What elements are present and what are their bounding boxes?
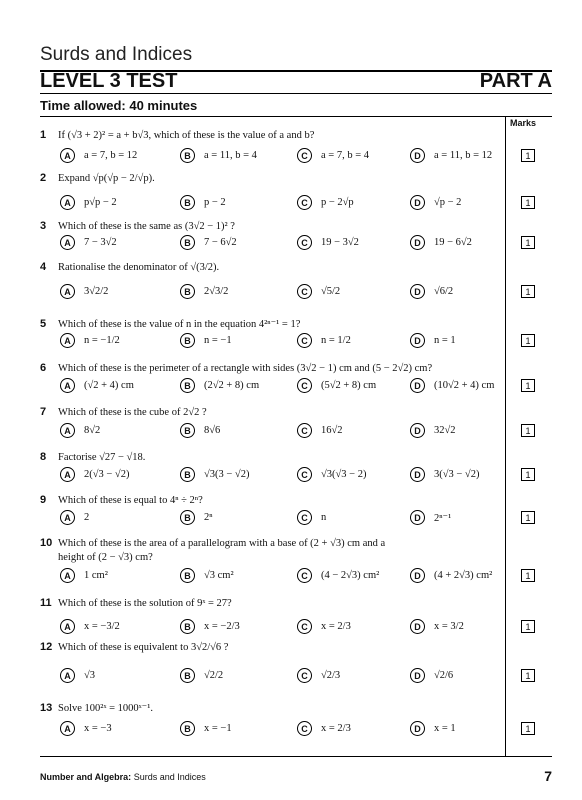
question-number: 12 — [40, 641, 53, 653]
answer-option-c[interactable] — [297, 378, 376, 393]
section-divider — [40, 116, 552, 117]
answer-option-b[interactable] — [180, 333, 232, 348]
answer-option-c[interactable] — [297, 467, 366, 482]
question-number: 6 — [40, 362, 47, 374]
answer-option-d[interactable] — [410, 668, 453, 683]
option-value: √5/2 — [321, 286, 341, 297]
question-3 — [40, 219, 505, 248]
option-value: 7 − 6√2 — [204, 237, 237, 248]
answer-option-c[interactable] — [297, 668, 340, 683]
question-text: Factorise √27 − √18. — [58, 452, 146, 463]
option-value: (4 + 2√3) cm² — [434, 570, 493, 581]
answer-option-c[interactable] — [297, 510, 326, 525]
level-title: LEVEL 3 TEST — [40, 70, 178, 92]
option-value: p − 2√p — [321, 197, 354, 208]
marks-column-rule — [505, 116, 506, 756]
question-number: 13 — [40, 702, 53, 714]
option-letter-circle[interactable]: A — [60, 510, 75, 525]
option-value: √3 cm² — [204, 570, 234, 581]
question-number: 11 — [40, 597, 52, 609]
option-value: (10√2 + 4) cm — [434, 380, 495, 391]
question-number: 5 — [40, 318, 47, 330]
option-value: 3√2/2 — [84, 286, 109, 297]
answer-option-c[interactable] — [297, 721, 351, 736]
option-value: √2/6 — [434, 670, 454, 681]
option-value: 8√6 — [204, 425, 221, 436]
question-11 — [40, 596, 505, 632]
question-stem — [40, 493, 505, 508]
answer-option-c[interactable] — [297, 568, 379, 583]
option-letter-circle[interactable]: C — [297, 333, 312, 348]
option-letter-circle[interactable]: C — [297, 510, 312, 525]
answer-option-a[interactable] — [60, 333, 120, 348]
option-letter-circle[interactable]: D — [410, 619, 425, 634]
question-text-continued: height of (2 − √3) cm? — [58, 552, 153, 563]
answer-option-b[interactable] — [180, 568, 234, 583]
option-letter-circle[interactable]: B — [180, 284, 195, 299]
answer-option-d[interactable] — [410, 467, 479, 482]
footer-topic: Surds and Indices — [133, 772, 206, 782]
answer-option-a[interactable] — [60, 619, 120, 634]
question-text: Which of these is equivalent to 3√2/√6 ? — [58, 642, 229, 653]
option-value: x = 2/3 — [321, 723, 351, 734]
option-value: x = 3/2 — [434, 621, 464, 632]
option-letter-circle[interactable]: C — [297, 423, 312, 438]
option-letter-circle[interactable]: C — [297, 284, 312, 299]
question-5 — [40, 317, 505, 346]
answer-option-d[interactable] — [410, 333, 456, 348]
answer-option-c[interactable] — [297, 333, 351, 348]
option-value: n = 1 — [434, 335, 456, 346]
option-letter-circle[interactable]: A — [60, 423, 75, 438]
mark-box: 1 — [521, 285, 535, 298]
option-value: √p − 2 — [434, 197, 462, 208]
option-value: a = 11, b = 12 — [434, 150, 493, 161]
option-letter-circle[interactable]: C — [297, 568, 312, 583]
answer-option-d[interactable] — [410, 423, 456, 438]
question-7 — [40, 405, 505, 436]
answer-option-a[interactable] — [60, 568, 108, 583]
option-letter-circle[interactable]: C — [297, 668, 312, 683]
option-value: 1 cm² — [84, 570, 108, 581]
option-letter-circle[interactable]: C — [297, 721, 312, 736]
header-divider — [40, 93, 552, 94]
option-letter-circle[interactable]: B — [180, 235, 195, 250]
question-stem — [40, 219, 505, 234]
question-text: Which of these is the value of n in the equation 4²ⁿ⁻¹ = 1? — [58, 319, 301, 330]
option-value: (5√2 + 8) cm — [321, 380, 377, 391]
mark-box: 1 — [521, 379, 535, 392]
answer-option-a[interactable] — [60, 423, 100, 438]
mark-box: 1 — [521, 424, 535, 437]
option-value: x = −3/2 — [84, 621, 120, 632]
option-letter-circle[interactable]: C — [297, 235, 312, 250]
mark-box: 1 — [521, 149, 535, 162]
question-text: Which of these is the perimeter of a rectangle with sides (3√2 − 1) cm and (5 − 2√2) cm? — [58, 363, 433, 374]
option-value: n — [321, 512, 327, 523]
page-number: 7 — [544, 768, 552, 784]
option-value: 19 − 6√2 — [434, 237, 472, 248]
option-letter-circle[interactable]: D — [410, 378, 425, 393]
option-letter-circle[interactable]: C — [297, 195, 312, 210]
mark-box: 1 — [521, 669, 535, 682]
answer-option-a[interactable] — [60, 148, 137, 163]
option-value: p − 2 — [204, 197, 226, 208]
option-letter-circle[interactable]: B — [180, 721, 195, 736]
answer-option-c[interactable] — [297, 423, 343, 438]
option-letter-circle[interactable]: B — [180, 467, 195, 482]
question-number: 1 — [40, 129, 47, 141]
answer-option-b[interactable] — [180, 668, 223, 683]
question-text: Which of these is the cube of 2√2 ? — [58, 407, 207, 418]
option-value: 16√2 — [321, 425, 343, 436]
question-stem — [40, 361, 505, 376]
question-10 — [40, 536, 505, 581]
answer-option-a[interactable] — [60, 467, 129, 482]
answer-option-d[interactable] — [410, 378, 494, 393]
answer-option-d[interactable] — [410, 284, 453, 299]
option-value: √3 — [84, 670, 96, 681]
option-value: (4 − 2√3) cm² — [321, 570, 380, 581]
answer-option-d[interactable] — [410, 619, 464, 634]
option-value: √3(3 − √2) — [204, 469, 250, 480]
answer-option-b[interactable] — [180, 195, 226, 210]
option-value: 7 − 3√2 — [84, 237, 117, 248]
option-value: √2/2 — [204, 670, 224, 681]
option-letter-circle[interactable]: C — [297, 378, 312, 393]
option-value: p√p − 2 — [84, 197, 117, 208]
question-text: Which of these is the solution of 9ˣ = 27? — [58, 598, 232, 609]
option-value: a = 7, b = 4 — [321, 150, 370, 161]
option-letter-circle[interactable]: A — [60, 721, 75, 736]
mark-box: 1 — [521, 236, 535, 249]
option-letter-circle[interactable]: A — [60, 333, 75, 348]
question-number: 7 — [40, 406, 47, 418]
footer-text — [40, 772, 206, 782]
option-letter-circle[interactable]: D — [410, 284, 425, 299]
answer-option-c[interactable] — [297, 235, 359, 250]
question-6 — [40, 361, 505, 391]
question-text: Which of these is the area of a parallelogram with a base of (2 + √3) cm and a — [58, 538, 386, 549]
option-letter-circle[interactable]: B — [180, 568, 195, 583]
question-number: 9 — [40, 494, 47, 506]
mark-box: 1 — [521, 334, 535, 347]
answer-option-c[interactable] — [297, 284, 340, 299]
answer-option-c[interactable] — [297, 148, 369, 163]
option-value: (2√2 + 8) cm — [204, 380, 260, 391]
option-value: n = −1 — [204, 335, 232, 346]
option-value: a = 7, b = 12 — [84, 150, 138, 161]
question-9 — [40, 493, 505, 524]
option-letter-circle[interactable]: D — [410, 467, 425, 482]
footer-rule — [40, 756, 552, 757]
option-letter-circle[interactable]: D — [410, 668, 425, 683]
mark-box: 1 — [521, 196, 535, 209]
option-value: 2ⁿ⁻¹ — [434, 512, 452, 524]
option-letter-circle[interactable]: B — [180, 423, 195, 438]
option-value: n = −1/2 — [84, 335, 120, 346]
time-allowed: Time allowed: 40 minutes — [40, 98, 198, 113]
question-8 — [40, 450, 505, 480]
answer-option-b[interactable] — [180, 148, 257, 163]
question-12 — [40, 640, 505, 681]
option-letter-circle[interactable]: A — [60, 195, 75, 210]
option-letter-circle[interactable]: A — [60, 284, 75, 299]
option-value: 2 — [84, 512, 90, 523]
answer-option-b[interactable] — [180, 467, 249, 482]
option-value: x = −3 — [84, 723, 112, 734]
option-letter-circle[interactable]: C — [297, 619, 312, 634]
question-number: 10 — [40, 537, 53, 549]
option-letter-circle[interactable]: A — [60, 467, 75, 482]
option-letter-circle[interactable]: A — [60, 148, 75, 163]
option-value: x = −2/3 — [204, 621, 240, 632]
option-letter-circle[interactable]: B — [180, 510, 195, 525]
answer-option-d[interactable] — [410, 195, 461, 210]
answer-option-b[interactable] — [180, 510, 213, 525]
option-value: 32√2 — [434, 425, 456, 436]
question-text: Which of these is equal to 4ⁿ ÷ 2ⁿ? — [58, 495, 203, 506]
option-value: x = 2/3 — [321, 621, 351, 632]
answer-option-a[interactable] — [60, 721, 112, 736]
marks-heading: Marks — [510, 118, 537, 128]
option-value: √2/3 — [321, 670, 341, 681]
part-title: PART A — [479, 70, 552, 92]
option-letter-circle[interactable]: A — [60, 668, 75, 683]
question-text: Expand √p(√p − 2/√p). — [58, 173, 155, 184]
answer-option-a[interactable] — [60, 235, 117, 250]
question-2 — [40, 171, 505, 208]
option-value: 2ⁿ — [204, 512, 213, 523]
option-letter-circle[interactable]: B — [180, 195, 195, 210]
option-letter-circle[interactable]: B — [180, 668, 195, 683]
option-value: √3(√3 − 2) — [321, 469, 367, 480]
option-value: 2(√3 − √2) — [84, 469, 130, 480]
option-letter-circle[interactable]: D — [410, 423, 425, 438]
option-value: √6/2 — [434, 286, 454, 297]
option-letter-circle[interactable]: A — [60, 378, 75, 393]
question-number: 4 — [40, 261, 47, 273]
option-value: x = 1 — [434, 723, 456, 734]
answer-option-b[interactable] — [180, 721, 232, 736]
question-stem — [40, 171, 505, 186]
answer-option-a[interactable] — [60, 195, 117, 210]
question-text: If (√3 + 2)² = a + b√3, which of these is the value of a and b? — [58, 130, 315, 141]
question-stem — [40, 536, 505, 551]
answer-option-a[interactable] — [60, 378, 134, 393]
question-13 — [40, 701, 505, 734]
answer-option-a[interactable] — [60, 668, 95, 683]
option-value: 2√3/2 — [204, 286, 229, 297]
question-stem — [40, 405, 505, 420]
question-stem — [40, 128, 505, 143]
option-letter-circle[interactable]: B — [180, 333, 195, 348]
answer-option-b[interactable] — [180, 378, 259, 393]
option-value: n = 1/2 — [321, 335, 351, 346]
question-stem — [40, 317, 505, 332]
answer-option-d[interactable] — [410, 568, 492, 583]
answer-option-a[interactable] — [60, 510, 89, 525]
option-letter-circle[interactable]: D — [410, 333, 425, 348]
option-letter-circle[interactable]: B — [180, 378, 195, 393]
answer-option-c[interactable] — [297, 195, 354, 210]
option-letter-circle[interactable]: D — [410, 510, 425, 525]
option-value: (√2 + 4) cm — [84, 380, 134, 391]
option-letter-circle[interactable]: C — [297, 467, 312, 482]
option-letter-circle[interactable]: A — [60, 568, 75, 583]
question-text: Solve 100²ˣ = 1000ˣ⁻¹. — [58, 703, 153, 714]
answer-option-b[interactable] — [180, 619, 240, 634]
question-number: 8 — [40, 451, 47, 463]
option-value: x = −1 — [204, 723, 232, 734]
option-value: 3(√3 − √2) — [434, 469, 480, 480]
question-stem — [40, 260, 505, 275]
option-letter-circle[interactable]: D — [410, 235, 425, 250]
option-letter-circle[interactable]: D — [410, 148, 425, 163]
answer-option-d[interactable] — [410, 148, 492, 163]
question-stem — [40, 640, 505, 655]
option-letter-circle[interactable]: A — [60, 619, 75, 634]
mark-box: 1 — [521, 569, 535, 582]
option-letter-circle[interactable]: D — [410, 568, 425, 583]
option-letter-circle[interactable]: D — [410, 195, 425, 210]
mark-box: 1 — [521, 620, 535, 633]
option-letter-circle[interactable]: B — [180, 619, 195, 634]
answer-option-d[interactable] — [410, 510, 451, 525]
answer-option-b[interactable] — [180, 284, 228, 299]
question-stem — [40, 450, 505, 465]
question-stem — [40, 701, 505, 716]
answer-option-b[interactable] — [180, 423, 220, 438]
topic-title: Surds and Indices — [40, 44, 193, 65]
answer-option-a[interactable] — [60, 284, 108, 299]
question-text: Which of these is the same as (3√2 − 1)² ? — [58, 221, 235, 232]
question-stem — [40, 596, 505, 611]
mark-box: 1 — [521, 511, 535, 524]
mark-box: 1 — [521, 722, 535, 735]
option-value: 19 − 3√2 — [321, 237, 359, 248]
answer-option-d[interactable] — [410, 235, 472, 250]
option-value: a = 11, b = 4 — [204, 150, 257, 161]
question-4 — [40, 260, 505, 297]
option-letter-circle[interactable]: C — [297, 148, 312, 163]
question-number: 2 — [40, 172, 47, 184]
option-value: 8√2 — [84, 425, 101, 436]
question-1 — [40, 128, 505, 161]
option-letter-circle[interactable]: D — [410, 721, 425, 736]
option-letter-circle[interactable]: A — [60, 235, 75, 250]
answer-option-b[interactable] — [180, 235, 237, 250]
answer-option-d[interactable] — [410, 721, 456, 736]
question-number: 3 — [40, 220, 47, 232]
footer-strand: Number and Algebra: — [40, 772, 132, 782]
answer-option-c[interactable] — [297, 619, 351, 634]
mark-box: 1 — [521, 468, 535, 481]
option-letter-circle[interactable]: B — [180, 148, 195, 163]
question-text: Rationalise the denominator of √(3/2). — [58, 262, 220, 273]
